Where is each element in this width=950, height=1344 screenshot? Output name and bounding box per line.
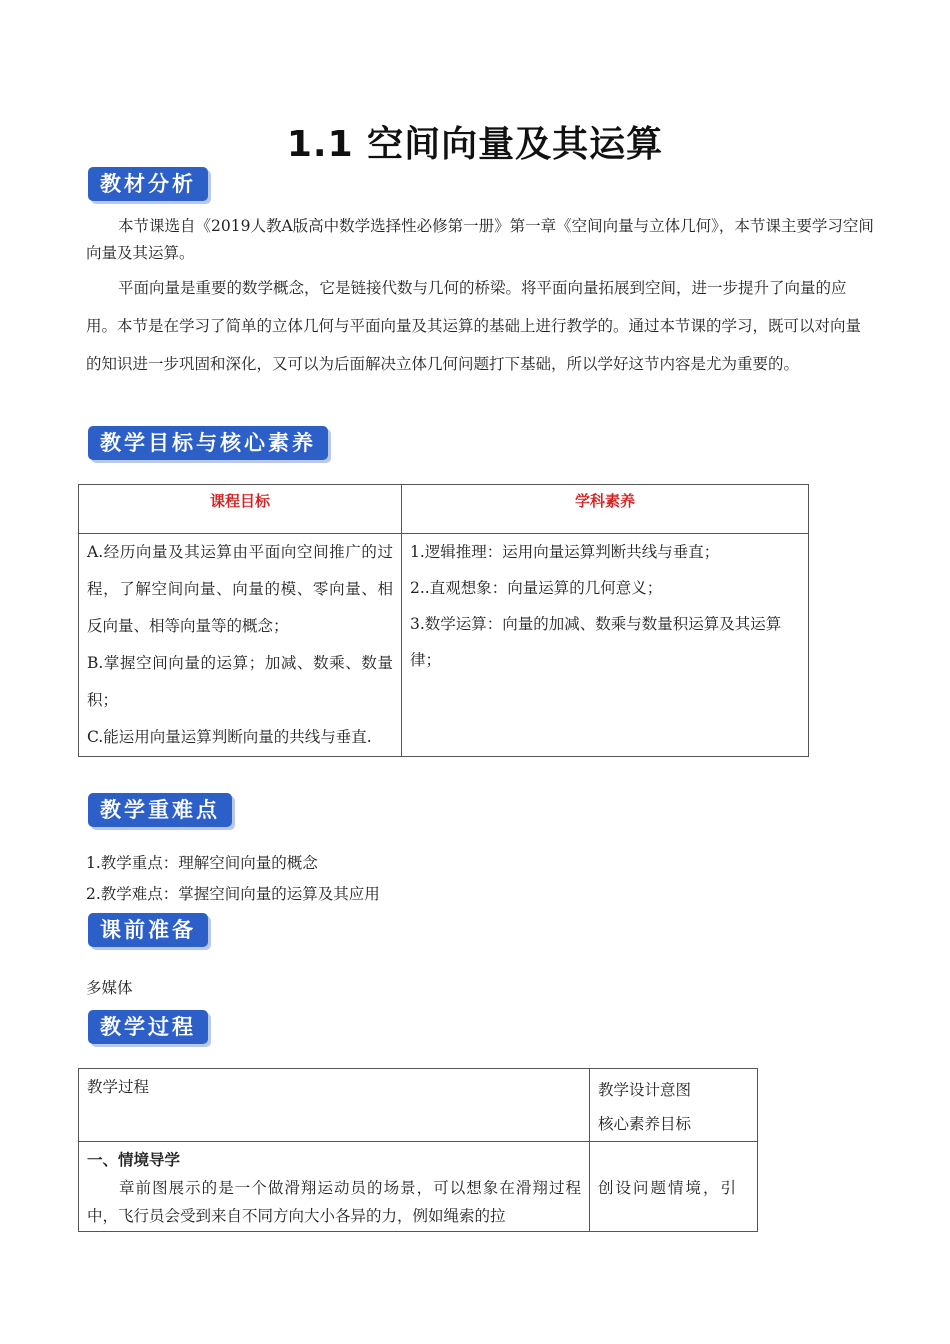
- objectives-literacy-cell: [402, 534, 809, 757]
- section-banner-objectives: 教学目标与核心素养: [88, 426, 328, 460]
- objectives-header-goals: 课程目标: [79, 485, 402, 534]
- objectives-header-literacy: 学科素养: [402, 485, 809, 534]
- preparation-text: 多媒体: [86, 979, 133, 997]
- process-section-text: 章前图展示的是一个做滑翔运动员的场景，可以想象在滑翔过程中，飞行员会受到来自不同方向大小各异的力，例如绳索的拉: [87, 1179, 581, 1225]
- section-banner-analysis: 教材分析: [88, 167, 208, 201]
- process-section-cell: [79, 1142, 590, 1232]
- keypoint-difficulty: 2.教学难点：掌握空间向量的运算及其应用: [86, 885, 380, 903]
- process-intent-cell: 创设问题情境，引: [590, 1142, 758, 1232]
- literacy-1: 1.逻辑推理：运用向量运算判断共线与垂直；: [410, 543, 720, 561]
- process-header-intent: [590, 1069, 758, 1142]
- section-banner-preparation: 课前准备: [88, 913, 208, 947]
- section-banner-process: 教学过程: [88, 1010, 208, 1044]
- goal-a: A.经历向量及其运算由平面向空间推广的过程，了解空间向量、向量的模、零向量、相反向量、相等向量等的概念；: [87, 543, 393, 635]
- page-title: 1.1 空间向量及其运算: [286, 124, 664, 165]
- objectives-goals-cell: [79, 534, 402, 757]
- literacy-3: 3.数学运算：向量的加减、数乘与数量积运算及其运算律；: [410, 615, 782, 669]
- analysis-paragraph-2: 平面向量是重要的数学概念，它是链接代数与几何的桥梁。将平面向量拓展到空间，进一步提升了向量的应用。本节是在学习了简单的立体几何与平面向量及其运算的基础上进行教学的。通过本节课的学习，既可以对向量的知识进一步巩固和深化，又可以为后面解决立体几何问题打下基础，所以学好这节内容是尤为重要的。: [86, 279, 862, 373]
- section-banner-keypoints: 教学重难点: [88, 793, 232, 827]
- literacy-2: 2..直观想象：向量运算的几何意义；: [410, 579, 663, 597]
- analysis-paragraph-1: 本节课选自《2019人教A版高中数学选择性必修第一册》第一章《空间向量与立体几何》，本节课主要学习空间向量及其运算。: [86, 217, 874, 262]
- goal-c: C.能运用向量运算判断向量的共线与垂直.: [87, 728, 372, 746]
- process-header-intent-line1: 教学设计意图: [598, 1081, 692, 1099]
- goal-b: B.掌握空间向量的运算；加减、数乘、数量积；: [87, 654, 393, 709]
- analysis-text: [86, 213, 876, 383]
- process-header-process: 教学过程: [79, 1069, 590, 1142]
- process-table: [78, 1068, 758, 1232]
- objectives-table: [78, 484, 809, 757]
- keypoint-focus: 1.教学重点：理解空间向量的概念: [86, 854, 318, 872]
- process-section-heading: 一、情境导学: [87, 1151, 181, 1169]
- process-header-intent-line2: 核心素养目标: [598, 1115, 692, 1133]
